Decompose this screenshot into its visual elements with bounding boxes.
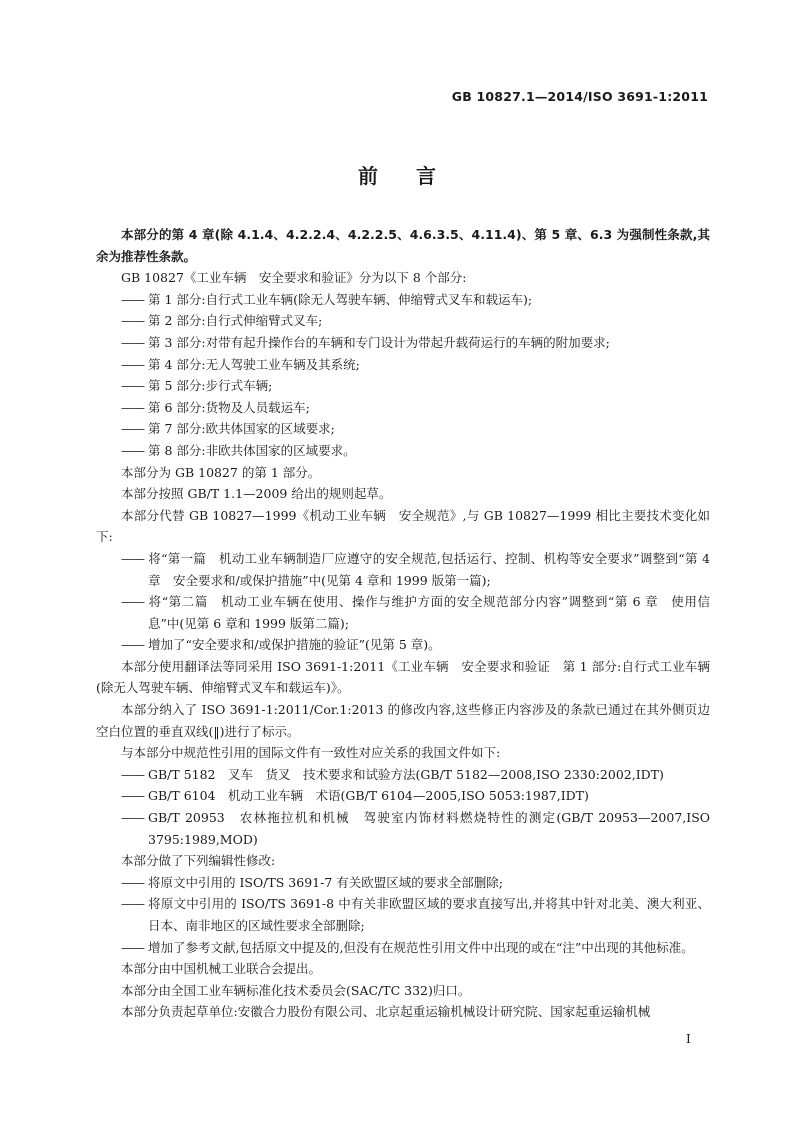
list-item bbox=[96, 937, 710, 959]
dash-marker: —— bbox=[121, 896, 144, 912]
list-item bbox=[96, 548, 710, 591]
dash-marker: —— bbox=[121, 313, 144, 329]
paragraph: 与本部分中规范性引用的国际文件有一致性对应关系的我国文件如下: bbox=[121, 745, 501, 761]
list-item bbox=[96, 893, 710, 936]
list-item-text: 将“第二篇 机动工业车辆在使用、操作与维护方面的安全规范部分内容”调整到“第 6 章 使用信息”中(见第 6 章和 1999 版第二篇); bbox=[148, 594, 710, 631]
dash-marker: —— bbox=[121, 594, 144, 610]
list-item-text: 第 5 部分:步行式车辆; bbox=[148, 378, 273, 394]
list-item-text: 第 4 部分:无人驾驶工业车辆及其系统; bbox=[148, 356, 360, 372]
list-item bbox=[96, 375, 710, 397]
dash-marker: —— bbox=[121, 356, 144, 372]
list-item-text: 第 7 部分:欧共体国家的区域要求; bbox=[148, 421, 335, 437]
dash-marker: —— bbox=[121, 334, 144, 350]
list-item-text: 第 1 部分:自行式工业车辆(除无人驾驶车辆、伸缩臂式叉车和载运车); bbox=[148, 291, 533, 307]
dash-marker: —— bbox=[121, 442, 144, 458]
list-item bbox=[96, 354, 710, 376]
list-item bbox=[96, 418, 710, 440]
list-item bbox=[96, 289, 710, 311]
list-item bbox=[96, 397, 710, 419]
paragraph: 本部分由中国机械工业联合会提出。 bbox=[121, 961, 322, 977]
dash-marker: —— bbox=[121, 788, 144, 804]
page-number: I bbox=[686, 1032, 691, 1046]
page-title: 前言 bbox=[358, 164, 474, 188]
paragraph: 本部分使用翻译法等同采用 ISO 3691-1:2011《工业车辆 安全要求和验证 第 1 部分:自行式工业车辆(除无人驾驶车辆、伸缩臂式叉车和载运车)》。 bbox=[96, 658, 710, 696]
dash-marker: —— bbox=[121, 874, 144, 890]
list-item bbox=[96, 872, 710, 894]
paragraph: 本部分纳入了 ISO 3691-1:2011/Cor.1:2013 的修改内容,这些修正内容涉及的条款已通过在其外侧页边空白位置的垂直双线(‖)进行了标示。 bbox=[96, 702, 710, 739]
paragraph: 本部分负责起草单位:安徽合力股份有限公司、北京起重运输机械设计研究院、国家起重运输机械 bbox=[121, 1004, 651, 1020]
list-item bbox=[96, 807, 710, 850]
dash-marker: —— bbox=[121, 421, 144, 437]
dash-marker: —— bbox=[121, 399, 144, 415]
paragraph: 本部分代替 GB 10827—1999《机动工业车辆 安全规范》,与 GB 10827—1999 相比主要技术变化如下: bbox=[96, 507, 710, 545]
list-item-text: 增加了“安全要求和/或保护措施的验证”(见第 5 章)。 bbox=[148, 637, 441, 653]
list-item-text: GB/T 6104 机动工业车辆 术语(GB/T 6104—2005,ISO 5053:1987,IDT) bbox=[148, 788, 589, 804]
list-item bbox=[96, 785, 710, 807]
list-item-text: GB/T 20953 农林拖拉机和机械 驾驶室内饰材料燃烧特性的测定(GB/T 20953—2007,ISO 3795:1989,MOD) bbox=[148, 810, 710, 847]
dash-marker: —— bbox=[121, 766, 144, 782]
paragraph: 本部分为 GB 10827 的第 1 部分。 bbox=[121, 464, 321, 480]
list-item bbox=[96, 332, 710, 354]
standard-code-header: GB 10827.1—2014/ISO 3691-1:2011 bbox=[451, 89, 708, 104]
list-item bbox=[96, 310, 710, 332]
list-item-text: 将“第一篇 机动工业车辆制造厂应遵守的安全规范,包括运行、控制、机构等安全要求”调整到“第 4 章 安全要求和/或保护措施”中(见第 4 章和 1999 版第一篇); bbox=[148, 550, 710, 588]
paragraph: 本部分由全国工业车辆标准化技术委员会(SAC/TC 332)归口。 bbox=[121, 982, 471, 998]
dash-marker: —— bbox=[121, 550, 144, 566]
list-item bbox=[96, 440, 710, 462]
list-item-text: 将原文中引用的 ISO/TS 3691-8 中有关非欧盟区域的要求直接写出,并将其中针对北美、澳大利亚、日本、南非地区的区域性要求全部删除; bbox=[148, 896, 710, 933]
dash-marker: —— bbox=[121, 637, 144, 653]
foreword-body bbox=[96, 224, 710, 1023]
dash-marker: —— bbox=[121, 378, 144, 394]
list-item bbox=[96, 634, 710, 656]
list-item-text: GB/T 5182 叉车 货叉 技术要求和试验方法(GB/T 5182—2008,ISO 2330:2002,IDT) bbox=[148, 766, 664, 782]
list-item-text: 将原文中引用的 ISO/TS 3691-7 有关欧盟区域的要求全部删除; bbox=[148, 874, 503, 890]
paragraph: 本部分做了下列编辑性修改: bbox=[121, 853, 276, 869]
dash-marker: —— bbox=[121, 810, 144, 826]
dash-marker: —— bbox=[121, 291, 144, 307]
list-item-text: 增加了参考文献,包括原文中提及的,但没有在规范性引用文件中出现的或在“注”中出现的其他标准。 bbox=[148, 939, 694, 955]
list-item-text: 第 2 部分:自行式伸缩臂式叉车; bbox=[148, 313, 323, 329]
paragraph: 本部分按照 GB/T 1.1—2009 给出的规则起草。 bbox=[121, 486, 392, 502]
list-item-text: 第 3 部分:对带有起升操作台的车辆和专门设计为带起升载荷运行的车辆的附加要求; bbox=[148, 334, 610, 350]
dash-marker: —— bbox=[121, 939, 144, 955]
paragraph-mandatory-clauses: 本部分的第 4 章(除 4.1.4、4.2.2.4、4.2.2.5、4.6.3.5、4.11.4)、第 5 章、6.3 为强制性条款,其余为推荐性条款。 bbox=[96, 227, 710, 264]
list-item-text: 第 8 部分:非欧共体国家的区域要求。 bbox=[148, 442, 356, 458]
paragraph-parts-intro: GB 10827《工业车辆 安全要求和验证》分为以下 8 个部分: bbox=[121, 270, 467, 286]
list-item-text: 第 6 部分:货物及人员载运车; bbox=[148, 399, 310, 415]
list-item bbox=[96, 591, 710, 634]
list-item bbox=[96, 764, 710, 786]
